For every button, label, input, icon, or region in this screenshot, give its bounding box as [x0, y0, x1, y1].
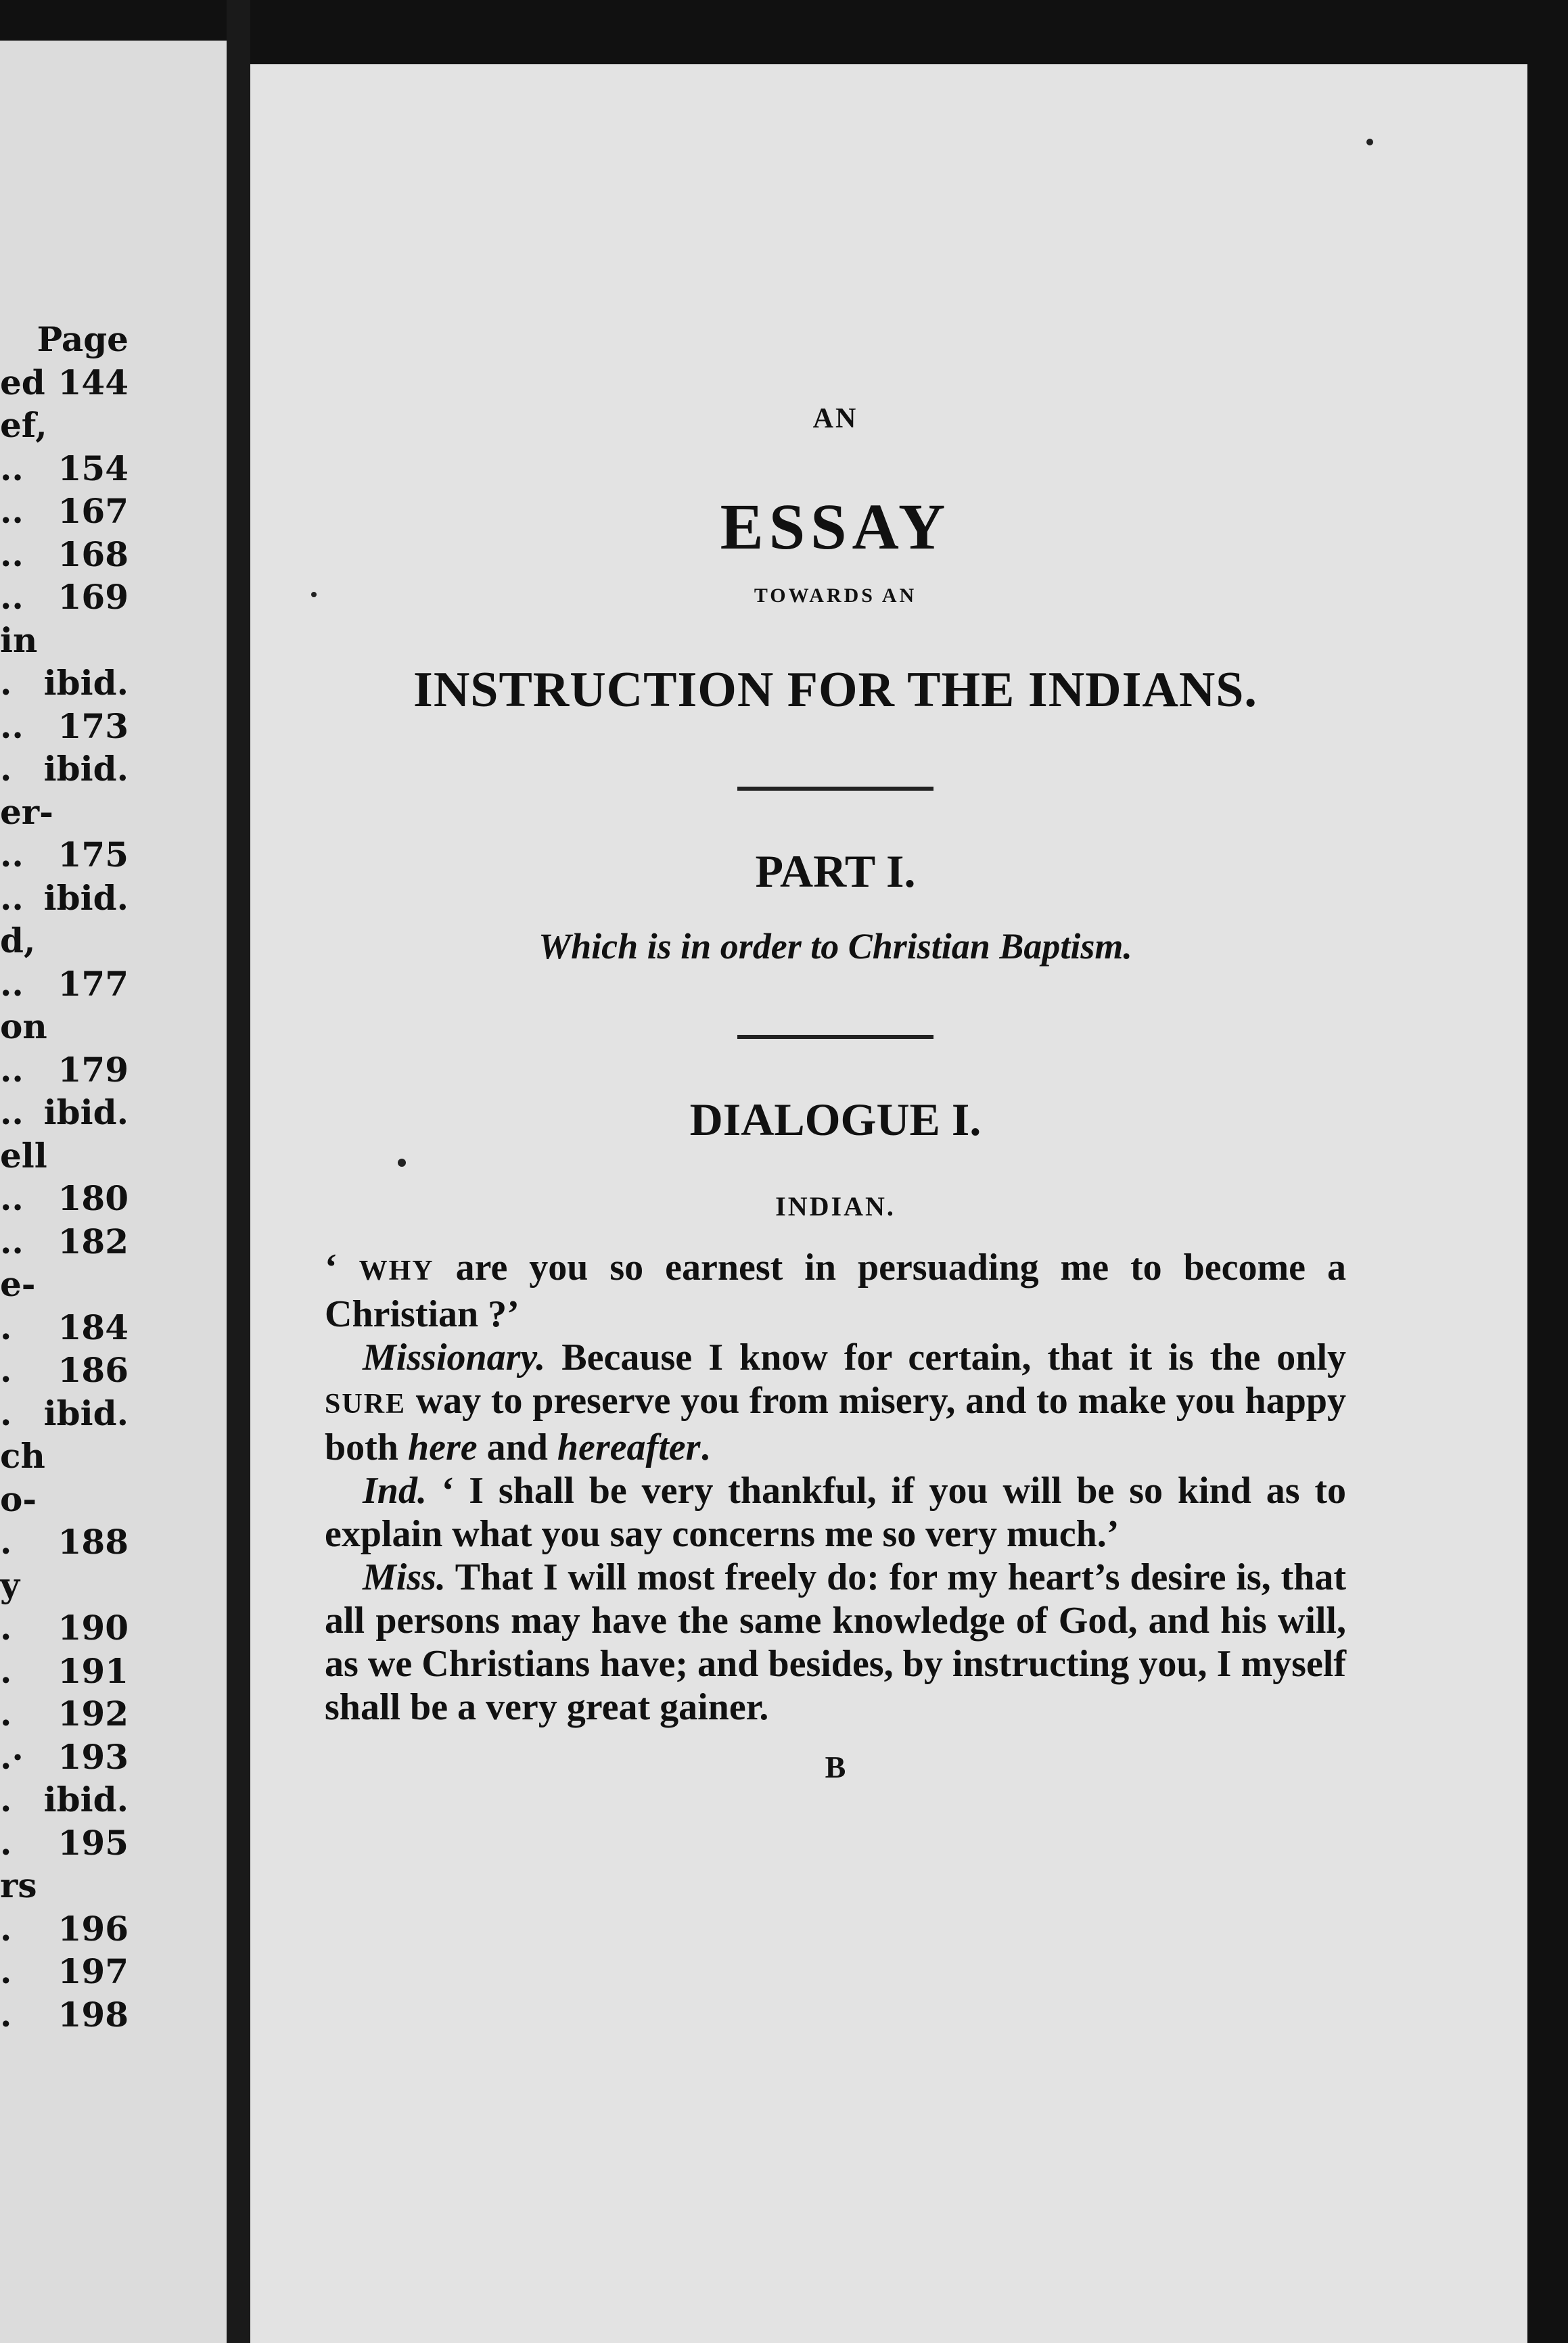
index-entry-lead: . — [0, 1522, 12, 1562]
index-entry — [0, 1091, 129, 1134]
index-entry — [0, 404, 129, 447]
index-entry — [0, 1521, 129, 1564]
index-entry — [0, 490, 129, 533]
index-entry-page: 154 — [57, 448, 129, 488]
book-gutter — [227, 0, 250, 2343]
index-entry-lead: . — [0, 1650, 12, 1691]
index-entry-lead: .· — [0, 1736, 24, 1777]
index-entry-lead: .. — [0, 705, 24, 746]
index-entry-lead: .. — [0, 448, 24, 488]
index-entry-lead: . — [0, 1393, 12, 1433]
index-entry — [0, 576, 129, 619]
index-entry — [0, 962, 129, 1006]
index-entry-page: ibid. — [43, 1780, 129, 1819]
index-entry — [0, 1993, 129, 2037]
index-entry-page: 173 — [57, 705, 129, 746]
index-entry-lead: . — [0, 1608, 12, 1648]
index-entry-page: 182 — [57, 1221, 129, 1261]
index-entry-lead: . — [0, 1350, 12, 1390]
index-entry-page: 175 — [57, 835, 129, 875]
index-entry-page: ibid. — [43, 1393, 129, 1433]
index-entry-lead: . — [0, 663, 12, 703]
index-entry-page: 167 — [57, 491, 129, 531]
index-entry-lead: . — [0, 1951, 12, 1991]
index-entry-lead: er- — [0, 791, 53, 832]
index-entry — [0, 1692, 129, 1736]
index-entry-lead: .. — [0, 1221, 24, 1261]
index-entry — [0, 1220, 129, 1263]
index-entry-page: ibid. — [43, 663, 129, 703]
index-entry-page: 180 — [57, 1178, 129, 1218]
index-entry-lead: on — [0, 1006, 47, 1046]
paragraph: Miss. That I will most freely do: for my heart’s desire is, that all persons may have the same knowledge of God, and his will, as we Christians have; and besides, by instructing you, I myself shall be a very great gainer. — [325, 1556, 1346, 1728]
index-entry-page: 190 — [57, 1608, 129, 1648]
index-entry — [0, 1435, 129, 1478]
index-entry-page: ibid. — [43, 749, 129, 789]
index-entry-page: 186 — [57, 1350, 129, 1390]
ink-speck — [311, 592, 317, 597]
page-content — [325, 392, 1346, 1785]
index-entry — [0, 1134, 129, 1178]
dialogue-text — [325, 1246, 1346, 1729]
index-entry — [0, 1306, 129, 1349]
index-entry-page: ibid. — [43, 1092, 129, 1132]
index-entry — [0, 533, 129, 576]
index-entry-page: 196 — [57, 1908, 129, 1949]
index-entry-lead: . — [0, 1994, 12, 2035]
index-entry — [0, 1263, 129, 1306]
index-entry — [0, 791, 129, 834]
title-towards: TOWARDS AN — [754, 584, 917, 607]
index-entry-lead: . — [0, 1908, 12, 1949]
index-entry-lead: ef, — [0, 405, 47, 445]
index-entry — [0, 1778, 129, 1822]
index-entry-lead: .. — [0, 1178, 24, 1218]
index-entry-lead: .. — [0, 491, 24, 531]
part-heading: PART I. — [755, 845, 916, 897]
index-entry-page: 184 — [57, 1307, 129, 1347]
index-entry-lead: y — [0, 1564, 20, 1605]
index-entry — [0, 1392, 129, 1435]
index-entry — [0, 919, 129, 962]
index-entry-lead: . — [0, 1822, 12, 1863]
index-entry-lead: ch — [0, 1436, 45, 1476]
ink-speck — [1366, 139, 1373, 145]
index-entry-page: 179 — [57, 1049, 129, 1090]
index-entry — [0, 1650, 129, 1693]
index-entry-page: 177 — [57, 963, 129, 1004]
index-list — [0, 318, 129, 2036]
index-entry-lead: . — [0, 749, 12, 789]
index-entry-lead: .. — [0, 877, 24, 918]
paragraph: ‘ WHY are you so earnest in persuading me to become a Christian ?’ — [325, 1247, 1346, 1335]
index-entry — [0, 662, 129, 705]
index-entry — [0, 1564, 129, 1607]
index-entry — [0, 1606, 129, 1650]
left-page — [0, 41, 227, 2343]
index-entry-lead: o- — [0, 1479, 37, 1519]
index-entry-lead: . — [0, 1694, 12, 1734]
index-entry-lead: rs — [0, 1865, 37, 1905]
index-entry-lead: ell — [0, 1135, 47, 1176]
dialogue-heading: DIALOGUE I. — [689, 1094, 982, 1145]
speaker-name: Miss. — [363, 1556, 446, 1598]
part-subtitle: Which is in order to Christian Baptism. — [538, 926, 1132, 967]
index-entry — [0, 1736, 129, 1779]
paragraph: Ind. ‘ I shall be very thankful, if you will be so kind as to explain what you say concerns me so very much.’ — [325, 1470, 1346, 1555]
index-entry-page: 195 — [57, 1822, 129, 1863]
index-entry-lead: .. — [0, 1092, 24, 1132]
index-entry — [0, 361, 129, 404]
title-essay: ESSAY — [720, 490, 951, 563]
index-entry — [0, 619, 129, 662]
index-entry-lead: .. — [0, 963, 24, 1004]
speaker-label: INDIAN. — [775, 1191, 896, 1222]
index-entry-lead: . — [0, 1307, 12, 1347]
index-entry-page: 144 — [57, 362, 129, 402]
index-entry-page: 188 — [57, 1522, 129, 1562]
index-entry-lead: .. — [0, 835, 24, 875]
index-page-header: Page — [37, 319, 129, 359]
index-entry-lead: e- — [0, 1264, 36, 1304]
index-entry — [0, 1177, 129, 1220]
index-entry — [0, 747, 129, 791]
index-entry — [0, 1950, 129, 1993]
index-entry-lead: in — [0, 620, 38, 660]
index-entry — [0, 833, 129, 877]
index-entry-page: 192 — [57, 1694, 129, 1734]
index-entry-page: 197 — [57, 1951, 129, 1991]
index-entry-lead: d, — [0, 921, 36, 960]
index-entry-page: 198 — [57, 1994, 129, 2035]
index-entry-page: ibid. — [43, 877, 129, 918]
index-entry — [0, 1478, 129, 1521]
title-an: AN — [812, 403, 858, 434]
index-entry-lead: ed — [0, 362, 45, 402]
index-entry — [0, 877, 129, 920]
index-entry-page: 169 — [57, 577, 129, 617]
index-entry-page: 191 — [57, 1650, 129, 1691]
index-entry — [0, 1907, 129, 1951]
index-entry-lead: . — [0, 1780, 12, 1819]
index-entry — [0, 1349, 129, 1392]
index-entry-page: 168 — [57, 534, 129, 574]
index-entry — [0, 1048, 129, 1092]
index-entry — [0, 705, 129, 748]
speaker-name: Ind. — [363, 1470, 427, 1512]
index-entry — [0, 1822, 129, 1865]
index-entry-lead: .. — [0, 534, 24, 574]
index-entry — [0, 1005, 129, 1048]
speaker-name: Missionary. — [363, 1337, 546, 1378]
index-entry — [0, 447, 129, 490]
signature-mark: B — [825, 1750, 846, 1784]
divider-rule — [737, 787, 933, 791]
index-entry — [0, 1864, 129, 1907]
divider-rule — [737, 1035, 933, 1039]
paragraph: Missionary. Because I know for certain, that it is the only SURE way to preserve you from misery, and to make you happy both here and hereafter. — [325, 1337, 1346, 1468]
index-entry-page: 193 — [57, 1736, 129, 1777]
main-title: INSTRUCTION FOR THE INDIANS. — [413, 662, 1258, 718]
index-entry-lead: .. — [0, 577, 24, 617]
index-entry-lead: .. — [0, 1049, 24, 1090]
